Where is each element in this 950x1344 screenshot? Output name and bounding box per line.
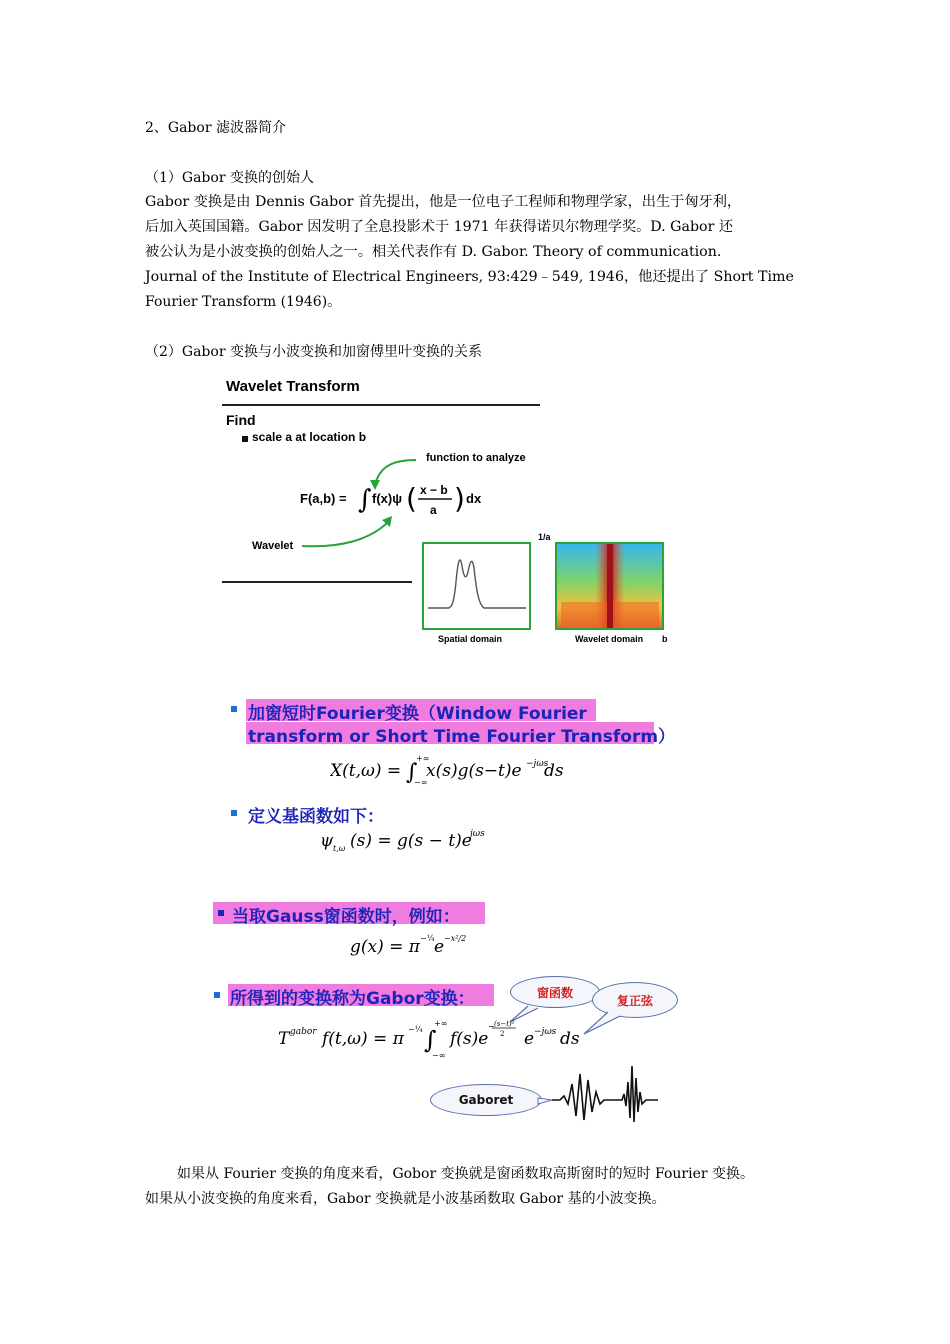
gaboret-label: Gaboret — [458, 1093, 514, 1107]
svg-text:∫: ∫ — [406, 760, 418, 785]
svg-text:+∞: +∞ — [416, 754, 430, 763]
svg-text:ds: ds — [560, 1029, 580, 1049]
svg-text:−∞: −∞ — [414, 778, 428, 787]
gaboret-waveforms — [530, 1060, 660, 1124]
svg-text:): ) — [454, 482, 465, 515]
paragraph-line: Gabor 变换是由 Dennis Gabor 首先提出，他是一位电子工程师和物理学家，出生于匈牙利， — [145, 194, 742, 210]
bullet-icon — [231, 706, 237, 712]
svg-text:2: 2 — [500, 1030, 505, 1038]
paragraph-line: 后加入英国国籍。Gabor 因发明了全息投影术于 1971 年获得诺贝尔物理学奖。D. Gabor 还 — [145, 219, 734, 235]
svg-text:−jωs: −jωs — [526, 759, 549, 769]
wavelet-domain-heatmap — [555, 542, 665, 630]
closing-line-2: 如果从小波变换的角度来看，Gabor 变换就是小波基函数取 Gabor 基的小波变换。 — [145, 1191, 666, 1207]
closing-line-1: 如果从 Fourier 变换的角度来看，Gobor 变换就是窗函数取高斯窗时的短时 Fourier 变换。 — [177, 1166, 755, 1182]
wavelet-transform-figure — [220, 372, 680, 652]
svg-text:−∞: −∞ — [432, 1051, 446, 1060]
svg-text:F(a,b) =: F(a,b) = — [300, 491, 347, 506]
annotation-function: function to analyze — [426, 452, 526, 464]
gabor-transform-label: 所得到的变换称为Gabor变换： — [230, 989, 475, 1009]
annotation-wavelet: Wavelet — [252, 540, 294, 552]
svg-text:−jωs: −jωs — [534, 1027, 557, 1037]
svg-text:+∞: +∞ — [434, 1019, 448, 1028]
basis-formula — [320, 826, 490, 856]
section-title: 2、Gabor 滤波器简介 — [145, 120, 286, 136]
figure-bullet-text: scale a at location b — [252, 430, 367, 444]
svg-text:−x²/2: −x²/2 — [444, 934, 467, 943]
bubble-sine-text: 复正弦 — [616, 993, 653, 1008]
axis-label-b: b — [662, 634, 668, 644]
bullet-icon — [218, 910, 224, 916]
svg-text:(s−t)²: (s−t)² — [494, 1020, 515, 1028]
svg-text:jωs: jωs — [470, 829, 485, 839]
stft-formula — [330, 752, 570, 788]
spatial-domain-plot — [422, 542, 532, 630]
svg-text:ψ: ψ — [320, 831, 334, 851]
svg-text:X(t,ω) =: X(t,ω) = — [330, 761, 402, 781]
svg-text:x − b: x − b — [420, 483, 448, 497]
caption-spatial: Spatial domain — [438, 634, 503, 644]
bubble-window-text: 窗函数 — [536, 985, 573, 1000]
svg-text:t,ω: t,ω — [333, 844, 346, 853]
basis-definition-label: 定义基函数如下： — [248, 807, 384, 827]
paragraph-line: Fourier Transform (1946)。 — [145, 294, 342, 310]
svg-text:f(s)e: f(s)e — [450, 1029, 489, 1049]
svg-text:∫: ∫ — [358, 485, 372, 515]
svg-text:∫: ∫ — [424, 1026, 437, 1054]
svg-text:dx: dx — [466, 491, 482, 506]
caption-wavelet: Wavelet domain — [575, 634, 644, 644]
svg-text:ds: ds — [544, 761, 564, 781]
svg-text:−¼: −¼ — [420, 934, 435, 943]
svg-text:f(t,ω) = π: f(t,ω) = π — [322, 1029, 404, 1049]
svg-text:a: a — [430, 503, 437, 517]
svg-text:f(x)ψ: f(x)ψ — [372, 491, 403, 506]
axis-label-1a: 1/a — [538, 532, 551, 542]
svg-text:gabor: gabor — [290, 1027, 317, 1037]
gaboret-bubble — [430, 1084, 542, 1116]
gabor-formula — [278, 1012, 598, 1062]
gauss-formula — [350, 928, 470, 960]
svg-text:g(x) = π: g(x) = π — [350, 937, 420, 957]
bullet-icon — [214, 992, 220, 998]
figure-title: Wavelet Transform — [226, 378, 360, 395]
stft-title-line1: 加窗短时Fourier变换（Window Fourier — [248, 704, 587, 724]
gauss-window-label: 当取Gauss窗函数时，例如： — [232, 907, 460, 927]
svg-text:e: e — [434, 937, 445, 957]
stft-title-line2: transform or Short Time Fourier Transform） — [248, 727, 676, 747]
svg-text:(: ( — [406, 482, 417, 515]
paragraph-line: Journal of the Institute of Electrical Engineers, 93:429﹣549, 1946，他还提出了 Short Time — [145, 269, 794, 285]
figure-find-label: Find — [226, 412, 256, 428]
bullet-icon — [231, 810, 237, 816]
subsection-title-founder: （1）Gabor 变换的创始人 — [145, 170, 314, 186]
svg-text:e: e — [524, 1029, 535, 1049]
svg-text:−¼: −¼ — [408, 1025, 423, 1034]
svg-text:T: T — [278, 1029, 290, 1049]
svg-text:(s) = g(s − t)e: (s) = g(s − t)e — [350, 831, 472, 851]
subsection-title-relation: （2）Gabor 变换与小波变换和加窗傅里叶变换的关系 — [145, 344, 482, 360]
svg-text:−: − — [488, 1022, 495, 1031]
paragraph-line: 被公认为是小波变换的创始人之一。相关代表作有 D. Gabor. Theory of communication. — [145, 244, 722, 260]
svg-text:x(s)g(s−t)e: x(s)g(s−t)e — [426, 761, 522, 781]
